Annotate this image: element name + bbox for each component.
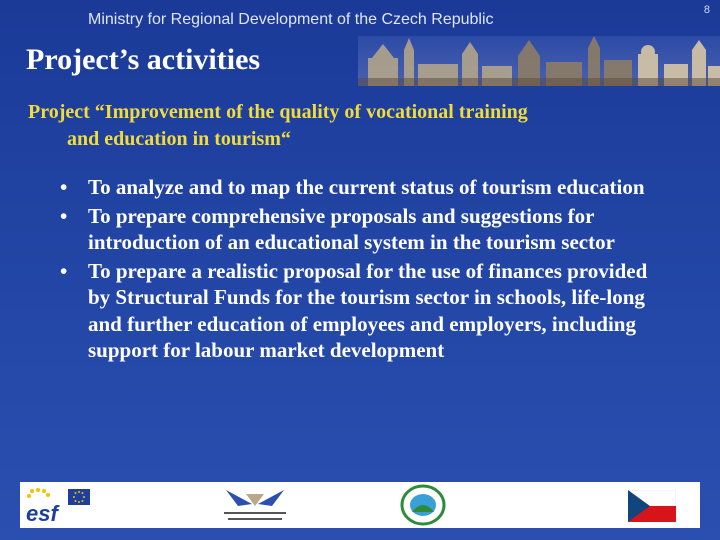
subtitle-line-2: and education in tourism“ (67, 128, 291, 150)
list-item-text: To prepare a realistic proposal for the use of finances provided by Structural Funds for the tourism sector in schools, life-long and further education of employees and employers, including support for labour market development (88, 258, 648, 362)
esf-logo-icon (24, 487, 64, 525)
list-item (60, 203, 660, 256)
list-item (60, 258, 660, 364)
project-subtitle (28, 99, 668, 153)
esf-logo-text: esf (26, 501, 58, 525)
subtitle-line-1: Project “Improvement of the quality of vocational training (28, 101, 528, 123)
partner-wing-logo-icon (216, 486, 294, 526)
ministry-round-logo-icon (400, 484, 446, 526)
bullet-glyph: • (60, 175, 68, 199)
city-skyline-image (358, 36, 720, 86)
czech-flag-icon (628, 490, 676, 522)
bullet-glyph: • (60, 203, 68, 228)
list-item-text: To prepare comprehensive proposals and suggestions for introduction of an educational system in the tourism sector (88, 203, 615, 254)
activity-list (60, 174, 660, 366)
page-number: 8 (703, 4, 710, 16)
eu-flag-icon (68, 489, 90, 505)
slide-title: Project’s activities (26, 43, 261, 76)
list-item (60, 174, 660, 201)
bullet-glyph: • (60, 258, 68, 283)
logo-footer (20, 482, 700, 528)
ministry-header: Ministry for Regional Development of the Czech Republic (88, 11, 494, 28)
list-item-text: To analyze and to map the current status of tourism education (88, 175, 645, 199)
